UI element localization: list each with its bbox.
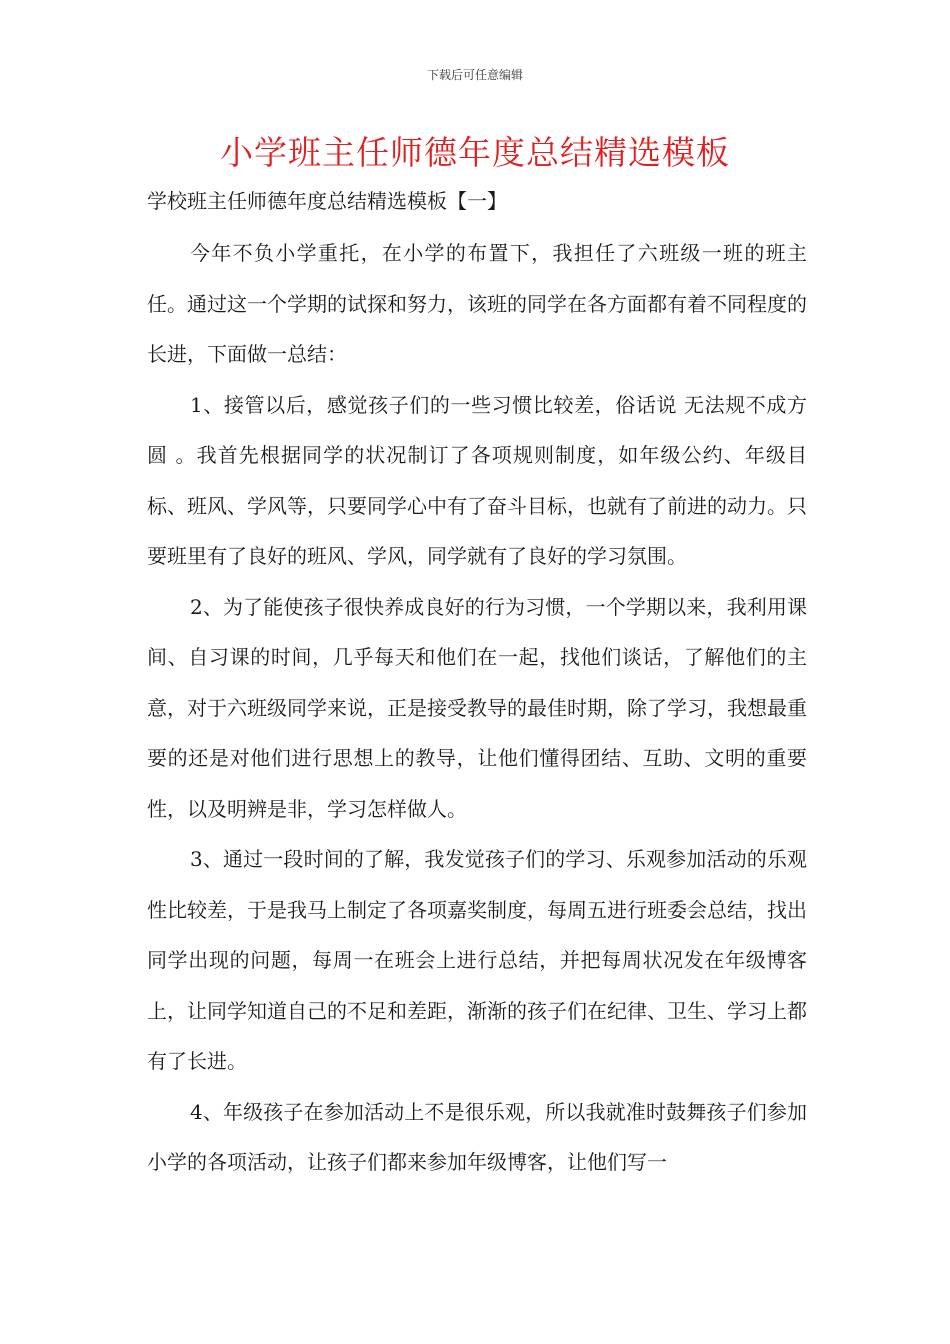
document-subtitle: 学校班主任师德年度总结精选模板【一】 xyxy=(147,189,507,213)
paragraph-item-4: 4、年级孩子在参加活动上不是很乐观，所以我就准时鼓舞孩子们参加小学的各项活动，让孩子们都来参加年级博客，让他们写一 xyxy=(147,1099,807,1174)
paragraph-item-1: 1、接管以后，感觉孩子们的一些习惯比较差，俗话说 无法规不成方圆 。我首先根据同学的状况制订了各项规则制度，如年级公约、年级目标、班风、学风等，只要同学心中有了奋斗目标，也就有了前进的动力。只要班里有了良好的班风、学风，同学就有了良好的学习氛围。 xyxy=(147,392,807,568)
paragraph-item-2: 2、为了能使孩子很快养成良好的行为习惯，一个学期以来，我利用课间、自习课的时间，几乎每天和他们在一起，找他们谈话，了解他们的主意，对于六班级同学来说，正是接受教导的最佳时期，除了学习，我想最重要的还是对他们进行思想上的教导，让他们懂得团结、互助、文明的重要性，以及明辨是非，学习怎样做人。 xyxy=(147,594,807,821)
page-header-note: 下载后可任意编辑 xyxy=(426,68,523,82)
paragraph-intro: 今年不负小学重托，在小学的布置下，我担任了六班级一班的班主任。通过这一个学期的试探和努力，该班的同学在各方面都有着不同程度的长进，下面做一总结： xyxy=(147,241,807,366)
paragraph-item-3: 3、通过一段时间的了解，我发觉孩子们的学习、乐观参加活动的乐观性比较差，于是我马上制定了各项嘉奖制度，每周五进行班委会总结，找出同学出现的问题，每周一在班会上进行总结，并把每周状况发在年级博客上，让同学知道自己的不足和差距，渐渐的孩子们在纪律、卫生、学习上都有了长进。 xyxy=(147,847,807,1073)
document-title: 小学班主任师德年度总结精选模板 xyxy=(220,133,730,172)
document-body xyxy=(147,228,807,1188)
